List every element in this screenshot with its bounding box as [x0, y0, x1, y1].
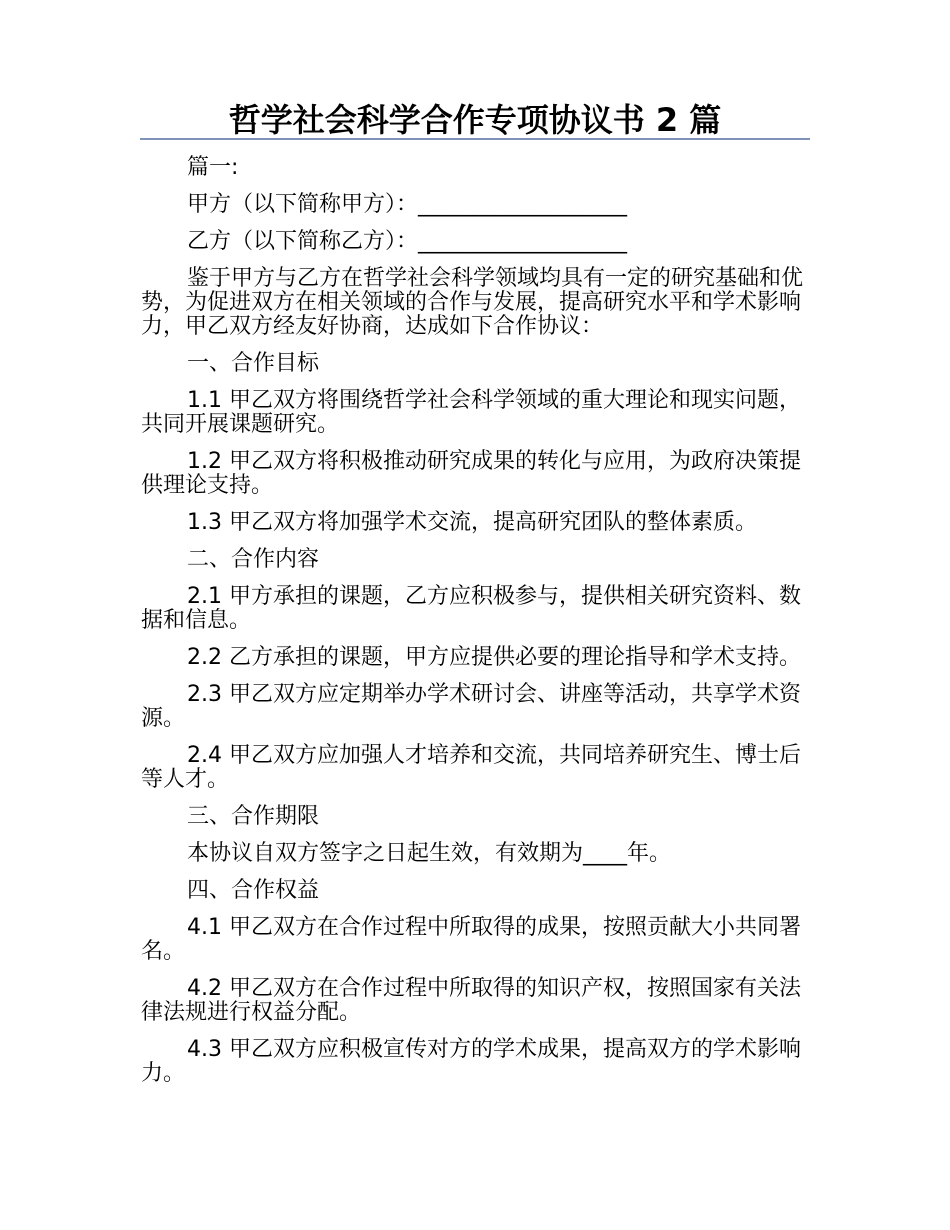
clause-2-3: 2.3 甲乙双方应定期举办学术研讨会、讲座等活动，共享学术资源。 — [141, 682, 801, 731]
clause-2-4: 2.4 甲乙双方应加强人才培养和交流，共同培养研究生、博士后等人才。 — [141, 743, 801, 792]
clause-1-3: 1.3 甲乙双方将加强学术交流，提高研究团队的整体素质。 — [187, 510, 757, 535]
party-a-line: 甲方（以下简称甲方）：___________________ — [187, 192, 628, 217]
clause-2-2: 2.2 乙方承担的课题，甲方应提供必要的理论指导和学术支持。 — [187, 645, 801, 670]
clause-4-2: 4.2 甲乙双方在合作过程中所取得的知识产权，按照国家有关法律法规进行权益分配。 — [141, 976, 801, 1025]
heading-cooperation-rights: 四、合作权益 — [187, 878, 320, 903]
heading-cooperation-term: 三、合作期限 — [187, 804, 320, 829]
clause-2-1: 2.1 甲方承担的课题，乙方应积极参与，提供相关研究资料、数据和信息。 — [141, 584, 801, 633]
party-b-line: 乙方（以下简称乙方）：___________________ — [187, 229, 628, 254]
heading-cooperation-goals: 一、合作目标 — [187, 351, 320, 376]
title-underline — [140, 138, 810, 140]
clause-term: 本协议自双方签字之日起生效，有效期为____年。 — [187, 841, 672, 866]
clause-4-3: 4.3 甲乙双方应积极宣传对方的学术成果，提高双方的学术影响力。 — [141, 1037, 801, 1086]
preamble-paragraph: 鉴于甲方与乙方在哲学社会科学领域均具有一定的研究基础和优势，为促进双方在相关领域的合作与发展，提高研究水平和学术影响力，甲乙双方经友好协商，达成如下合作协议： — [141, 266, 804, 339]
document-body — [141, 156, 803, 1099]
clause-4-1: 4.1 甲乙双方在合作过程中所取得的成果，按照贡献大小共同署名。 — [141, 915, 801, 964]
heading-cooperation-content: 二、合作内容 — [187, 547, 320, 572]
section-label-part-one: 篇一: — [187, 155, 239, 180]
document-title: 哲学社会科学合作专项协议书 2 篇 — [228, 101, 722, 139]
clause-1-2: 1.2 甲乙双方将积极推动研究成果的转化与应用，为政府决策提供理论支持。 — [141, 449, 801, 498]
clause-1-1: 1.1 甲乙双方将围绕哲学社会科学领域的重大理论和现实问题，共同开展课题研究。 — [141, 388, 801, 437]
